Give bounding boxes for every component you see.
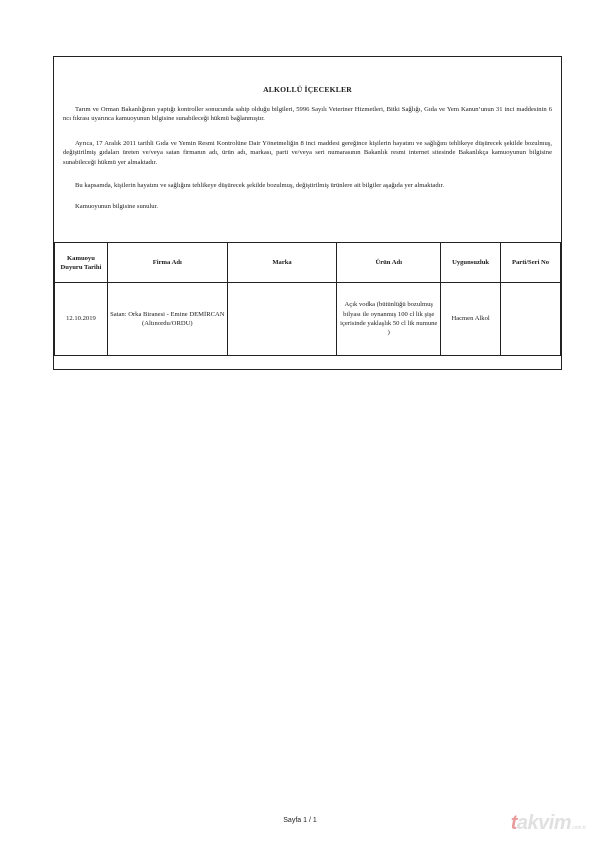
cell-brand bbox=[227, 283, 337, 356]
cell-lot bbox=[501, 283, 561, 356]
takvim-logo-rest: akvim bbox=[516, 812, 572, 834]
document-frame bbox=[53, 56, 562, 370]
paragraph-notice: Kamuoyunun bilgisine sunulur. bbox=[75, 203, 158, 210]
cell-product: Açık vodka (bütünlüğü bozulmuş bilyası ile oynanmış 100 cl lik şişe içerisinde yaklaşlık 50 cl lik numune ) bbox=[337, 283, 441, 356]
page-number: Sayfa 1 / 1 bbox=[283, 817, 317, 824]
header-firm-name: Firma Adı bbox=[107, 243, 227, 283]
document-title: ALKOLLÜ İÇECEKLER bbox=[263, 85, 352, 94]
cell-firm: Satan: Orka Biranesi - Emine DEMİRCAN (Altınordu/ORDU) bbox=[107, 283, 227, 356]
table-row bbox=[55, 283, 561, 356]
header-lot-number: Parti/Seri No bbox=[501, 243, 561, 283]
cell-date: 12.10.2019 bbox=[55, 283, 108, 356]
table-header-row bbox=[55, 243, 561, 283]
header-nonconformity: Uygunsuzluk bbox=[441, 243, 501, 283]
paragraph-scope: Bu kapsamda, kişilerin hayatını ve sağlığını tehlikeye düşürecek şekilde bozulmuş, değiştirilmiş ürünlere ait bilgiler aşağıda yer almaktadır. bbox=[75, 182, 444, 189]
watermark-domain: com.tr bbox=[572, 825, 586, 831]
records-table bbox=[54, 242, 561, 356]
header-product-name: Ürün Adı bbox=[337, 243, 441, 283]
header-announcement-date: Kamuoyu Duyuru Tarihi bbox=[55, 243, 108, 283]
paragraph-legal-basis: Tarım ve Orman Bakanlığının yaptığı kontroller sonucunda sahip olduğu bilgileri, 5996 Sayılı Veteriner Hizmetleri, Bitki Sağlığı, Gıda ve Yem Kanun’unun 31 inci maddesinin 6 ncı fıkrası uyarınca kamuoyunun bilgisine sunabileceği hükmü bağlanmıştır. bbox=[63, 106, 552, 123]
takvim-logo: takvim bbox=[510, 812, 572, 834]
cell-nonconformity: Hacmen Alkol bbox=[441, 283, 501, 356]
paragraph-regulation: Ayrıca, 17 Aralık 2011 tarihli Gıda ve Yemin Resmi Kontrolüne Dair Yönetmeliğin 8 inci maddesi gereğince kişilerin hayatını ve sağlığını tehlikeye düşürecek şekilde bozulmuş, değiştirilmiş gıdaları üreten ve/veya satan firmanın adı, ürün adı, markası, parti ve/veya seri numarasının Bakanlık resmi internet sitesinde Bakanlıkça kamuoyunun bilgisine sunabileceği hükmü yer almaktadır. bbox=[63, 140, 552, 166]
header-brand: Marka bbox=[227, 243, 337, 283]
takvim-watermark bbox=[511, 812, 586, 835]
